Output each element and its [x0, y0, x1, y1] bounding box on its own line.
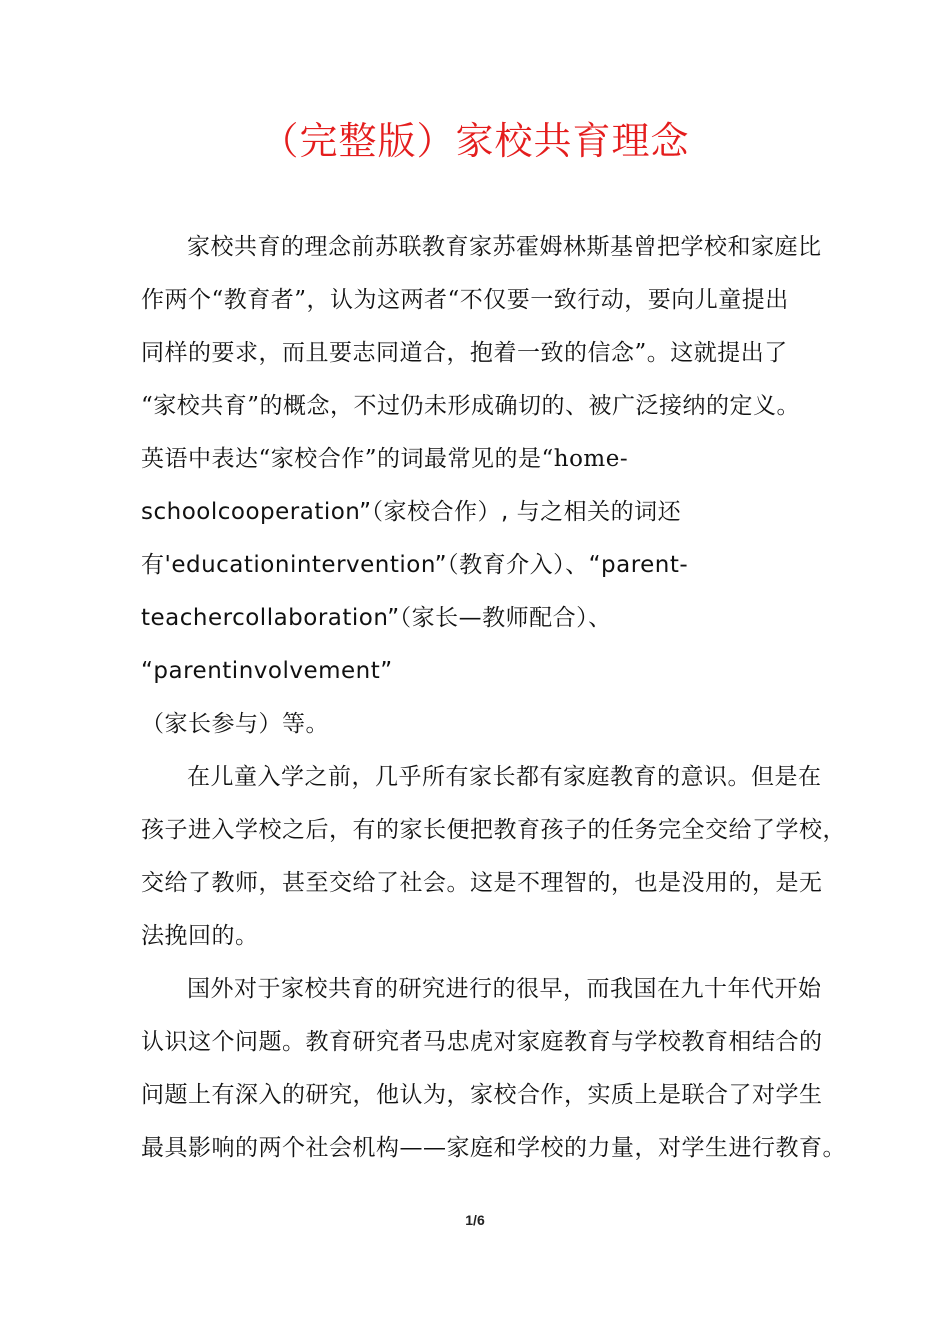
paragraph-line: “家校共育”的概念，不过仍未形成确切的、被广泛接纳的定义。 — [141, 393, 801, 419]
paragraph-line: 家校共育的理念前苏联教育家苏霍姆林斯基曾把学校和家庭比 — [187, 234, 822, 260]
paragraph-line: 作两个“教育者”，认为这两者“不仅要一致行动，要向儿童提出 — [141, 287, 789, 313]
paragraph-line: 同样的要求，而且要志同道合，抱着一致的信念”。这就提出了 — [141, 340, 788, 366]
paragraph-line: “parentinvolvement” — [141, 658, 393, 684]
paragraph-line: 国外对于家校共育的研究进行的很早，而我国在九十年代开始 — [187, 976, 822, 1002]
paragraph-line: 最具影响的两个社会机构——家庭和学校的力量，对学生进行教育。 — [141, 1135, 846, 1161]
paragraph-line: 问题上有深入的研究，他认为，家校合作，实质上是联合了对学生 — [141, 1082, 823, 1108]
paragraph-line: 有'educationintervention”（教育介入）、“parent- — [141, 552, 689, 578]
page-number: 1/6 — [465, 1212, 485, 1228]
paragraph-line: 法挽回的。 — [141, 923, 259, 949]
document-title: （完整版）家校共育理念 — [260, 119, 690, 163]
paragraph-line: 孩子进入学校之后，有的家长便把教育孩子的任务完全交给了学校， — [141, 817, 846, 843]
paragraph-line: 交给了教师，甚至交给了社会。这是不理智的，也是没用的，是无 — [141, 870, 823, 896]
paragraph-line: schoolcooperation”（家校合作）, 与之相关的词还 — [141, 499, 682, 525]
paragraph-line: 英语中表达“家校合作”的词最常见的是“home- — [141, 446, 629, 472]
paragraph-line: 认识这个问题。教育研究者马忠虎对家庭教育与学校教育相结合的 — [141, 1029, 823, 1055]
paragraph-line: 在儿童入学之前，几乎所有家长都有家庭教育的意识。但是在 — [187, 764, 822, 790]
paragraph-line: teachercollaboration”（家长—教师配合）、 — [141, 605, 612, 631]
paragraph-line: （家长参与）等。 — [141, 711, 329, 737]
